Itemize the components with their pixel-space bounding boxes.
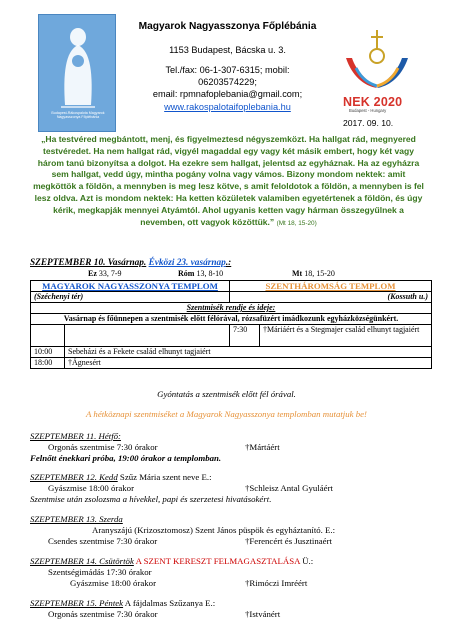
- contact-phone: Tel./fax: 06-1-307-6315; mobil:: [165, 65, 290, 75]
- intention-thursday: †Rimóczi Imréért: [245, 578, 308, 588]
- bulletin-date: 2017. 09. 10.: [343, 118, 394, 128]
- mass-schedule-table: [30, 280, 432, 369]
- intention-friday: †Istvánért: [245, 609, 281, 619]
- time-cell: 10:00: [31, 347, 65, 358]
- feast-wednesday: Aranyszájú (Krizosztomosz) Szent János püspök és egyháztanító. E.:: [92, 525, 336, 535]
- gospel-quote: [30, 134, 427, 229]
- nek-subtitle: Budapest - Hungary: [349, 108, 387, 113]
- mass-monday: Orgonás szentmise 7:30 órakor: [48, 442, 158, 452]
- address: 1153 Budapest, Bácska u. 3.: [169, 45, 286, 55]
- mass-order-title: Szentmisék rendje és ideje:: [31, 303, 432, 314]
- reading2-label: Róm: [178, 269, 195, 278]
- day-heading-friday: SZEPTEMBER 15. Péntek A fájdalmas Szűzanya E.:: [30, 598, 216, 608]
- mass-tuesday: Gyászmise 18:00 órakor: [48, 483, 134, 493]
- church2-location: (Kossuth u.): [230, 292, 432, 303]
- header-block: [120, 20, 335, 113]
- church1-location: (Széchenyi tér): [31, 292, 230, 303]
- day-heading-wednesday: SZEPTEMBER 13. Szerda: [30, 514, 123, 524]
- sunday-suffix: .:: [225, 258, 232, 268]
- table-row: [31, 358, 432, 369]
- note-tuesday: Szentmise után zsolozsma a hívekkel, papi és szerzetesi hivatásokért.: [30, 494, 272, 504]
- sunday-name: Évközi 23. vasárnap: [148, 258, 226, 268]
- day-heading-monday: SZEPTEMBER 11. Hétfő:: [30, 431, 121, 441]
- website-link[interactable]: www.rakospalotaifoplebania.hu: [164, 101, 291, 112]
- quote-reference: (Mt 18, 15-20): [276, 219, 317, 227]
- rosary-note: Vasárnap és főünnepen a szentmisék előtt félórával, rózsafüzért imádkozunk egyházközségünkért.: [31, 314, 432, 325]
- quote-text: „Ha testvéred megbántott, menj, és figyelmeztesd négyszemközt. Ha hallgat rád, megnyered testvéredet. Ha nem hallgat rád, vigyél magaddal egy vagy két másik embert, hogy két vagy három tanú bizonyítsa a dolgot. Ha ezekre sem hallgat, jelentsd az egyháznak. Ha az egyházra sem hallgat, vedd úgy, mintha pogány volna vagy vámos. Bizony mondom nektek: amit megköttök a földön, a mennyben is meg lesz kötve, s amit feloldotok a földön, a mennyben is fel lesz oldva. Azt is mondom nektek: Ha ketten közületek valamiben egyetértenek a földön, és úgy kérik, megkapják mennyei Atyámtól. Ahol ugyanis ketten vagy hárman összegyűlnek a nevemben, ott vagyok közöttük.”: [33, 134, 424, 227]
- intention-wednesday: †Ferencért és Jusztinaért: [245, 536, 332, 546]
- nek-title: NEK 2020: [343, 95, 403, 109]
- parish-logo: [38, 14, 116, 132]
- intention-tuesday: †Schleisz Antal Gyuláért: [245, 483, 333, 493]
- time-cell-2: 7:30: [230, 325, 260, 347]
- gospel-reading: 18, 15-20: [304, 269, 335, 278]
- mass-friday: Orgonás szentmise 7:30 órakor: [48, 609, 158, 619]
- sunday-heading: [30, 258, 430, 268]
- intention-monday: †Mártáért: [245, 442, 280, 452]
- confession-note: Gyóntatás a szentmisék előtt fél órával.: [157, 389, 296, 399]
- reading2: 13, 8-10: [196, 269, 224, 278]
- note-monday: Felnőtt énekkari próba, 19:00 órakor a templomban.: [30, 453, 222, 463]
- reading1: 33, 7-9: [98, 269, 122, 278]
- church1-header: MAGYAROK NAGYASSZONYA TEMPLOM: [31, 281, 230, 292]
- sunday-date: SZEPTEMBER 10. Vasárnap.: [30, 258, 147, 268]
- contact-mobile: 06203574229;: [198, 77, 257, 88]
- mass-thursday: Gyászmise 18:00 órakor: [70, 578, 156, 588]
- intention-cell: Sebeházi és a Fekete család elhunyt tagjaiért: [65, 347, 432, 358]
- intention-cell: †Ágnesért: [65, 358, 432, 369]
- table-row: [31, 347, 432, 358]
- logo-caption: Budapest-Rákospalota Magyarok Nagyasszonya Főplébánia: [51, 111, 105, 120]
- mass-wednesday: Csendes szentmise 7:30 órakor: [48, 536, 158, 546]
- time-cell: [31, 325, 65, 347]
- church2-header: SZENTHÁROMSÁG TEMPLOM: [230, 281, 432, 292]
- nek-emblem-icon: [338, 28, 416, 96]
- reading1-label: Ez: [88, 269, 97, 278]
- table-row: [31, 325, 432, 347]
- adoration-thursday: Szentségimádás 17:30 órakor: [48, 567, 152, 577]
- day-heading-thursday: SZEPTEMBER 14. Csütörtök A SZENT KERESZT FELMAGASZTALÁSA Ü.:: [30, 556, 314, 566]
- gospel-label: Mt: [292, 269, 303, 278]
- intention-cell: [65, 325, 230, 347]
- contact-email: email: rpmnafoplebania@gmail.com;: [152, 89, 303, 100]
- church-name: Magyarok Nagyasszonya Főplébánia: [138, 21, 317, 32]
- time-cell: 18:00: [31, 358, 65, 369]
- weekday-note: A hétköznapi szentmiséket a Magyarok Nagyasszonya templomban mutatjuk be!: [86, 409, 367, 419]
- intention-cell-2: †Máriáért és a Stegmajer család elhunyt tagjaiért: [260, 325, 432, 347]
- day-heading-tuesday: SZEPTEMBER 12. Kedd Szűz Mária szent neve E.:: [30, 472, 212, 482]
- contact-info: [120, 64, 335, 101]
